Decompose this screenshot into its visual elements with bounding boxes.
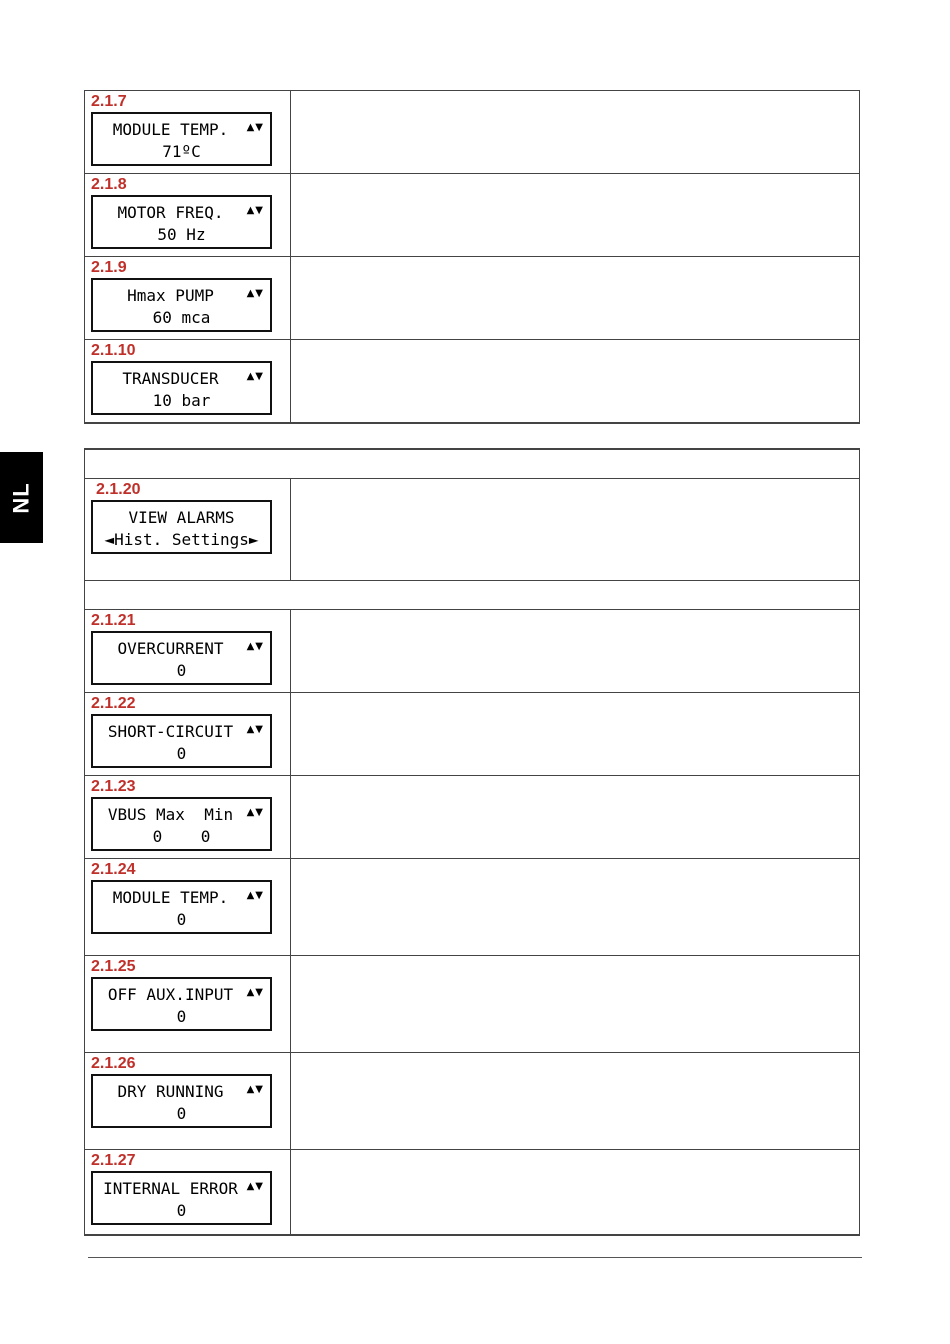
lcd-line-1: VIEW ALARMS — [128, 508, 235, 527]
display-cell — [85, 610, 291, 692]
display-cell — [85, 257, 291, 339]
lcd-line-1: MOTOR FREQ. — [117, 203, 224, 222]
up-down-arrows-icon: ▲▼ — [246, 1084, 264, 1095]
description-cell — [291, 859, 859, 955]
language-label: NL — [8, 481, 34, 514]
description-cell — [291, 174, 859, 256]
description-cell — [291, 340, 859, 422]
lcd-line-1: MODULE TEMP. — [112, 120, 229, 139]
lcd-display — [91, 977, 272, 1031]
menu-code: 2.1.27 — [91, 1152, 136, 1169]
lcd-display — [91, 631, 272, 685]
up-down-arrows-icon: ▲▼ — [246, 724, 264, 735]
table-row — [85, 340, 859, 422]
display-cell — [85, 340, 291, 422]
up-down-arrows-icon: ▲▼ — [246, 1181, 264, 1192]
lcd-line-2: 60 mca — [152, 308, 211, 327]
lcd-line-2: 10 bar — [152, 391, 211, 410]
menu-code: 2.1.26 — [91, 1055, 136, 1072]
table-row — [85, 956, 859, 1053]
menu-code: 2.1.8 — [91, 176, 127, 193]
lcd-line-2: 50 Hz — [157, 225, 206, 244]
section-header-row — [85, 581, 859, 610]
lcd-line-2: ◄Hist. Settings► — [104, 530, 259, 549]
lcd-display — [91, 714, 272, 768]
display-cell — [85, 956, 291, 1052]
lcd-line-2: 0 — [176, 1104, 187, 1123]
table-row — [85, 91, 859, 174]
lcd-line-1: INTERNAL ERROR — [103, 1179, 238, 1198]
lcd-line-2: 0 — [176, 1201, 187, 1220]
menu-code: 2.1.20 — [96, 481, 141, 498]
display-cell — [85, 91, 291, 173]
table-row — [85, 776, 859, 859]
description-cell — [291, 1053, 859, 1149]
up-down-arrows-icon: ▲▼ — [246, 288, 264, 299]
description-cell — [291, 610, 859, 692]
lcd-display — [91, 797, 272, 851]
lcd-line-1: SHORT-CIRCUIT — [107, 722, 234, 741]
lcd-display — [91, 500, 272, 554]
menu-code: 2.1.23 — [91, 778, 136, 795]
table-row — [85, 1053, 859, 1150]
lcd-line-2: 0 — [176, 910, 187, 929]
lcd-display — [91, 112, 272, 166]
lcd-display — [91, 880, 272, 934]
language-tab — [0, 452, 43, 543]
display-cell — [85, 859, 291, 955]
footer-divider — [88, 1257, 862, 1258]
up-down-arrows-icon: ▲▼ — [246, 205, 264, 216]
display-cell — [85, 1150, 291, 1234]
up-down-arrows-icon: ▲▼ — [246, 371, 264, 382]
menu-code: 2.1.21 — [91, 612, 136, 629]
description-cell — [291, 91, 859, 173]
lcd-display — [91, 1074, 272, 1128]
lcd-line-2: 0 0 — [152, 827, 211, 846]
description-cell — [291, 956, 859, 1052]
lcd-display — [91, 195, 272, 249]
table-row — [85, 693, 859, 776]
table-row — [85, 610, 859, 693]
lcd-line-2: 71ºC — [162, 142, 201, 161]
display-cell — [85, 693, 291, 775]
display-cell — [85, 479, 291, 580]
up-down-arrows-icon: ▲▼ — [246, 890, 264, 901]
lcd-line-1: TRANSDUCER — [122, 369, 219, 388]
lcd-display — [91, 361, 272, 415]
section-header-row — [85, 450, 859, 479]
up-down-arrows-icon: ▲▼ — [246, 641, 264, 652]
display-cell — [85, 776, 291, 858]
menu-code: 2.1.7 — [91, 93, 127, 110]
menu-code: 2.1.25 — [91, 958, 136, 975]
lcd-line-1: OFF AUX.INPUT — [107, 985, 234, 1004]
lcd-display — [91, 1171, 272, 1225]
display-cell — [85, 1053, 291, 1149]
display-cell — [85, 174, 291, 256]
description-cell — [291, 1150, 859, 1234]
lcd-line-1: Hmax PUMP — [127, 286, 214, 305]
table-row — [85, 257, 859, 340]
menu-code: 2.1.24 — [91, 861, 136, 878]
lcd-line-2: 0 — [176, 661, 187, 680]
lcd-line-2: 0 — [176, 744, 187, 763]
menu-code: 2.1.10 — [91, 342, 136, 359]
description-cell — [291, 776, 859, 858]
description-cell — [291, 693, 859, 775]
lcd-line-1: VBUS Max Min — [107, 805, 234, 824]
alarms-table — [84, 448, 860, 1236]
up-down-arrows-icon: ▲▼ — [246, 987, 264, 998]
lcd-line-1: OVERCURRENT — [117, 639, 224, 658]
up-down-arrows-icon: ▲▼ — [246, 807, 264, 818]
settings-table-1 — [84, 90, 860, 424]
table-row — [85, 174, 859, 257]
table-row — [85, 479, 859, 581]
menu-code: 2.1.9 — [91, 259, 127, 276]
description-cell — [291, 257, 859, 339]
menu-code: 2.1.22 — [91, 695, 136, 712]
lcd-line-1: DRY RUNNING — [117, 1082, 224, 1101]
lcd-line-1: MODULE TEMP. — [112, 888, 229, 907]
up-down-arrows-icon: ▲▼ — [246, 122, 264, 133]
table-row — [85, 1150, 859, 1234]
table-row — [85, 859, 859, 956]
lcd-line-2: 0 — [176, 1007, 187, 1026]
lcd-display — [91, 278, 272, 332]
description-cell — [291, 479, 859, 580]
